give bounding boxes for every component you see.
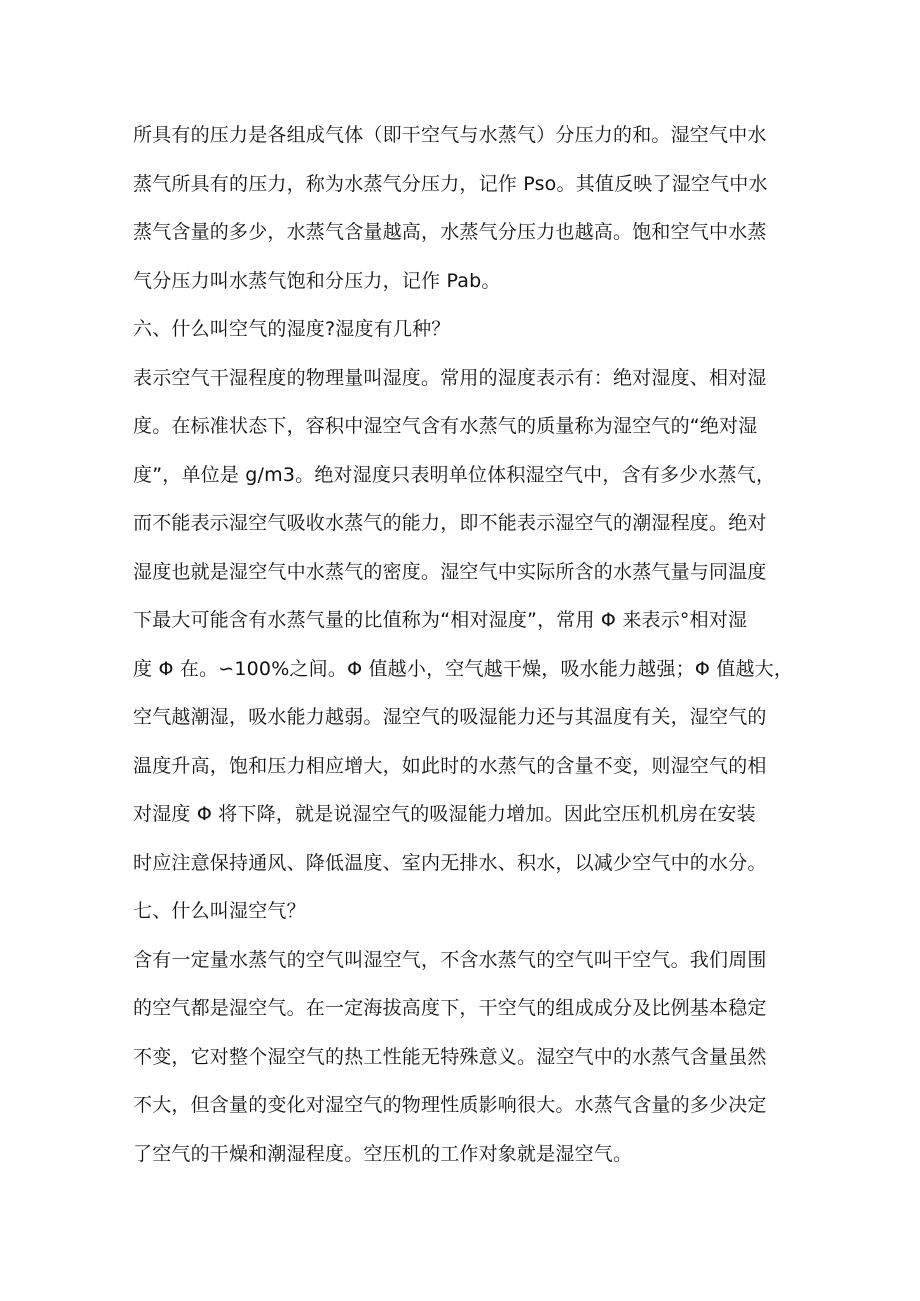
section-heading-7: 七、什么叫湿空气？: [133, 900, 306, 922]
text-line: 所具有的压力是各组成气体（即干空气与水蒸气）分压力的和。湿空气中水: [133, 124, 767, 146]
section-heading-6: 六、什么叫空气的湿度?湿度有几种？: [133, 318, 451, 340]
text-line: 度”，单位是 g/m3。绝对湿度只表明单位体积湿空气中，含有多少水蒸气，: [133, 463, 776, 486]
text-line: 度。在标准状态下，容积中湿空气含有水蒸气的质量称为湿空气的“绝对湿: [133, 415, 758, 437]
text-line: 不变，它对整个湿空气的热工性能无特殊意义。湿空气中的水蒸气含量虽然: [133, 1045, 767, 1068]
text-line: 的空气都是湿空气。在一定海拔高度下，干空气的组成成分及比例基本稳定: [133, 997, 767, 1019]
text-line: 对湿度 Φ 将下降，就是说湿空气的吸湿能力增加。因此空压机机房在安装: [133, 803, 756, 825]
text-line: 蒸气所具有的压力，称为水蒸气分压力，记作 Pso。其值反映了湿空气中水: [133, 172, 768, 195]
text-line: 温度升高，饱和压力相应增大，如此时的水蒸气的含量不变，则湿空气的相: [133, 754, 767, 777]
text-line: 时应注意保持通风、降低温度、室内无排水、积水，以减少空气中的水分。: [133, 851, 767, 874]
text-line: 蒸气含量的多少，水蒸气含量越高，水蒸气分压力也越高。饱和空气中水蒸: [133, 221, 767, 243]
document-body: [133, 111, 803, 1178]
text-line: 而不能表示湿空气吸收水蒸气的能力，即不能表示湿空气的潮湿程度。绝对: [133, 512, 767, 534]
text-line: 表示空气干湿程度的物理量叫湿度。常用的湿度表示有：绝对湿度、相对湿: [133, 366, 767, 389]
text-line: 空气越潮湿，吸水能力越弱。湿空气的吸湿能力还与其温度有关，湿空气的: [133, 706, 767, 728]
text-line: 不大，但含量的变化对湿空气的物理性质影响很大。水蒸气含量的多少决定: [133, 1094, 767, 1116]
text-line: 湿度也就是湿空气中水蒸气的密度。湿空气中实际所含的水蒸气量与同温度: [133, 560, 767, 583]
text-line: 度 Φ 在。∽100%之间。Φ 值越小，空气越干燥，吸水能力越强；Φ 值越大，: [133, 657, 794, 680]
text-line: 含有一定量水蒸气的空气叫湿空气，不含水蒸气的空气叫干空气。我们周围: [133, 948, 767, 971]
text-line: 了空气的干燥和潮湿程度。空压机的工作对象就是湿空气。: [133, 1142, 633, 1165]
text-line: 气分压力叫水蒸气饱和分压力，记作 Pab。: [133, 269, 501, 292]
text-line: 下最大可能含有水蒸气量的比值称为“相对湿度”，常用 Φ 来表示°相对湿: [133, 609, 748, 631]
